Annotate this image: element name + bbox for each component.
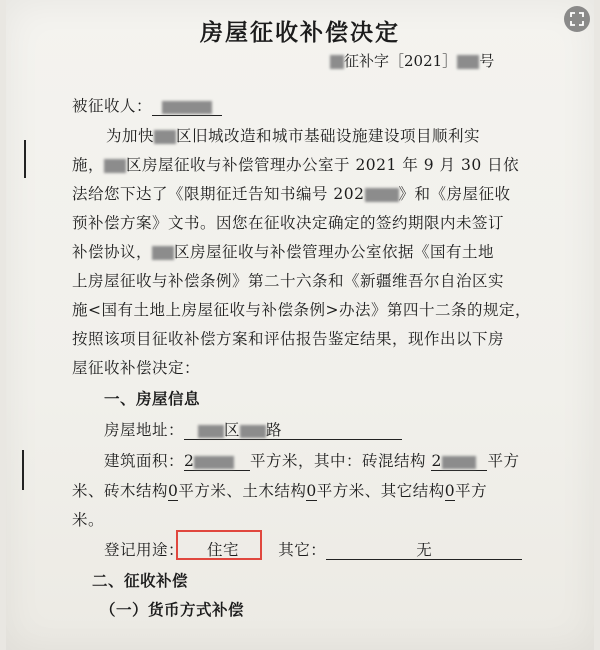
body-text: 补偿协议， — [72, 243, 153, 261]
redacted-block — [365, 188, 399, 202]
body-text: 法给您下达了《限期征迁告知书编号 202 — [72, 185, 365, 203]
redacted-block — [240, 425, 266, 438]
earth-wood-area-value: 0 — [306, 482, 317, 500]
body-line-8 — [72, 327, 504, 349]
body-text: 屋征收补偿决定： — [72, 359, 201, 377]
area-line-2 — [72, 479, 487, 501]
body-text: 区房屋征收与补偿管理办公室依据《国有土地 — [174, 243, 495, 261]
address-line — [104, 418, 402, 440]
total-area-value: 2 — [184, 452, 195, 470]
doc-number-prefix: 征补字［2021］ — [344, 52, 458, 70]
area-text: 米、砖木结构 — [72, 482, 169, 500]
area-text: 平方米，其中：砖混结构 — [250, 452, 427, 470]
body-line-2 — [72, 153, 519, 175]
body-text: 按照该项目征收补偿方案和评估报告鉴定结果，现作出以下房 — [72, 330, 505, 348]
area-text: 平方 — [455, 482, 488, 500]
usage-label: 登记用途： — [104, 541, 185, 559]
body-text: 施<国有土地上房屋征收与补偿条例>办法》第四十二条的规定， — [72, 301, 531, 319]
subsection-heading-monetary: （一）货币方式补偿 — [100, 600, 245, 619]
body-text: 区旧城改造和城市基础设施建设项目顺利实 — [176, 127, 481, 145]
margin-mark-bottom — [22, 450, 24, 490]
body-text: 》和《房屋征收 — [398, 185, 511, 203]
body-line-7 — [72, 298, 531, 320]
section-heading-house-info: 一、房屋信息 — [104, 389, 201, 408]
area-text: 平方米、其它结构 — [316, 482, 445, 500]
address-road: 路 — [266, 421, 283, 439]
body-text: 为加快 — [106, 127, 155, 145]
body-line-5 — [72, 240, 494, 262]
redacted-block — [194, 456, 234, 469]
address-field — [184, 422, 402, 440]
document-number — [330, 50, 494, 71]
redacted-block — [154, 130, 176, 144]
usage-other-label: 其它： — [278, 541, 327, 559]
redacted-block — [442, 456, 476, 469]
brick-area-field — [431, 453, 487, 471]
redacted-block — [162, 101, 212, 114]
margin-mark-top — [24, 140, 26, 178]
body-line-1 — [106, 124, 480, 146]
usage-line — [104, 538, 522, 560]
redacted-block — [104, 159, 126, 173]
area-line-3 — [72, 508, 104, 530]
redacted-block — [330, 55, 344, 69]
redacted-block — [198, 425, 224, 438]
area-text: 平方 — [487, 452, 520, 470]
total-area-field — [184, 453, 250, 471]
usage-highlight-box — [176, 530, 262, 560]
usage-other-field — [326, 542, 522, 560]
body-text: 施， — [72, 156, 105, 174]
redacted-block — [152, 246, 174, 260]
area-line-1 — [104, 449, 519, 471]
body-text: 上房屋征收与补偿条例》第二十六条和《新疆维吾尔自治区实 — [72, 272, 505, 290]
doc-number-suffix: 号 — [479, 52, 495, 70]
brick-area-value: 2 — [431, 452, 442, 470]
usage-other-value: 无 — [416, 541, 433, 559]
page-title: 房屋征收补偿决定 — [200, 19, 400, 46]
area-text: 米。 — [72, 511, 105, 529]
usage-value: 住宅 — [207, 541, 240, 559]
body-line-3 — [72, 182, 511, 204]
brick-wood-area-value: 0 — [168, 482, 179, 500]
section-heading-compensation: 二、征收补偿 — [92, 571, 189, 590]
body-text: 区房屋征收与补偿管理办公室于 2021 年 9 月 30 日依 — [126, 156, 520, 174]
area-text: 平方米、土木结构 — [178, 482, 307, 500]
body-line-4 — [72, 211, 504, 233]
recipient-label: 被征收人： — [72, 97, 153, 115]
address-label: 房屋地址： — [104, 421, 185, 439]
area-label: 建筑面积： — [104, 452, 185, 470]
address-district: 区 — [224, 421, 241, 439]
body-text: 预补偿方案》文书。因您在征收决定确定的签约期限内未签订 — [72, 214, 505, 232]
body-line-9 — [72, 356, 200, 378]
redacted-block — [457, 55, 479, 69]
body-line-6 — [72, 269, 504, 291]
other-area-value: 0 — [444, 482, 456, 500]
recipient-field — [152, 98, 222, 116]
recipient-line — [72, 94, 222, 116]
